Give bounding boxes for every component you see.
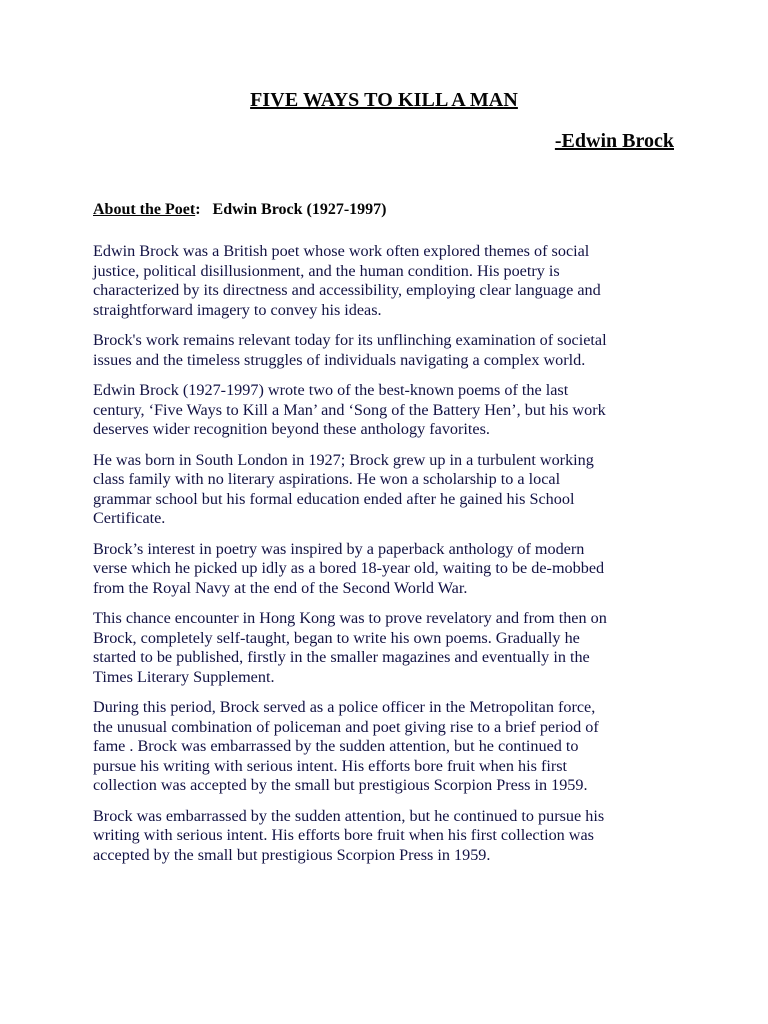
paragraph-line: Certificate. (93, 509, 166, 527)
paragraph (93, 540, 693, 599)
paragraph-line: straightforward imagery to convey his ideas. (93, 300, 382, 319)
paragraph-line: collection was accepted by the small but prestigious Scorpion Press in 1959. (93, 776, 588, 794)
author-line: -Edwin Brock (554, 130, 674, 152)
paragraph-line: issues and the timeless struggles of individuals navigating a complex world. (93, 350, 586, 369)
paragraph-line: century, ‘Five Ways to Kill a Man’ and ‘Song of the Battery Hen’, but his work (93, 400, 606, 419)
paragraph-line: writing with serious intent. His efforts bore fruit when his first collection was (93, 826, 594, 844)
paragraph-line: Brock’s interest in poetry was inspired by a paperback anthology of modern (93, 539, 585, 558)
paragraph-line: accepted by the small but prestigious Scorpion Press in 1959. (93, 845, 491, 864)
about-label: About the Poet (93, 201, 196, 218)
about-colon: : (195, 201, 201, 218)
paragraph-line: During this period, Brock served as a police officer in the Metropolitan force, (93, 698, 596, 716)
paragraph-line: fame . Brock was embarrassed by the sudden attention, but he continued to (93, 737, 579, 755)
paragraph-line: Brock, completely self-taught, began to write his own poems. Gradually he (93, 628, 580, 647)
paragraph-line: from the Royal Navy at the end of the Second World War. (93, 578, 468, 597)
paragraph (93, 381, 693, 440)
paragraph-line: Times Literary Supplement. (93, 667, 275, 686)
paragraph-line: pursue his writing with serious intent. His efforts bore fruit when his first (93, 756, 568, 775)
paragraph-line: class family with no literary aspirations. He won a scholarship to a local (93, 470, 561, 488)
paragraph-line: This chance encounter in Hong Kong was to prove revelatory and from then on (93, 609, 607, 627)
paragraph-line: grammar school but his formal education ended after he gained his School (93, 489, 575, 508)
paragraph-line: verse which he picked up idly as a bored 18-year old, waiting to be de-mobbed (93, 559, 605, 577)
about-value: Edwin Brock (1927-1997) (212, 201, 387, 218)
paragraph-line: Brock was embarrassed by the sudden attention, but he continued to pursue his (93, 806, 605, 825)
paragraph (93, 609, 693, 687)
paragraph-line: started to be published, firstly in the smaller magazines and eventually in the (93, 648, 590, 666)
paragraph-line: justice, political disillusionment, and the human condition. His poetry is (93, 261, 560, 280)
paragraph-line: Edwin Brock (1927-1997) wrote two of the best-known poems of the last (93, 381, 569, 399)
body-text (93, 242, 693, 876)
paragraph-line: Brock's work remains relevant today for its unflinching examination of societal (93, 331, 607, 349)
paragraph-line: deserves wider recognition beyond these anthology favorites. (93, 420, 490, 438)
about-the-poet-heading (93, 201, 386, 219)
paragraph (93, 698, 693, 796)
paragraph (93, 451, 693, 529)
document-title: FIVE WAYS TO KILL A MAN (250, 89, 518, 111)
paragraph (93, 807, 693, 866)
paragraph-line: Edwin Brock was a British poet whose work often explored themes of social (93, 242, 590, 260)
paragraph-line: He was born in South London in 1927; Brock grew up in a turbulent working (93, 450, 594, 469)
paragraph (93, 242, 693, 320)
paragraph-line: characterized by its directness and accessibility, employing clear language and (93, 281, 601, 299)
paragraph-line: the unusual combination of policeman and poet giving rise to a brief period of (93, 717, 599, 736)
paragraph (93, 331, 693, 370)
